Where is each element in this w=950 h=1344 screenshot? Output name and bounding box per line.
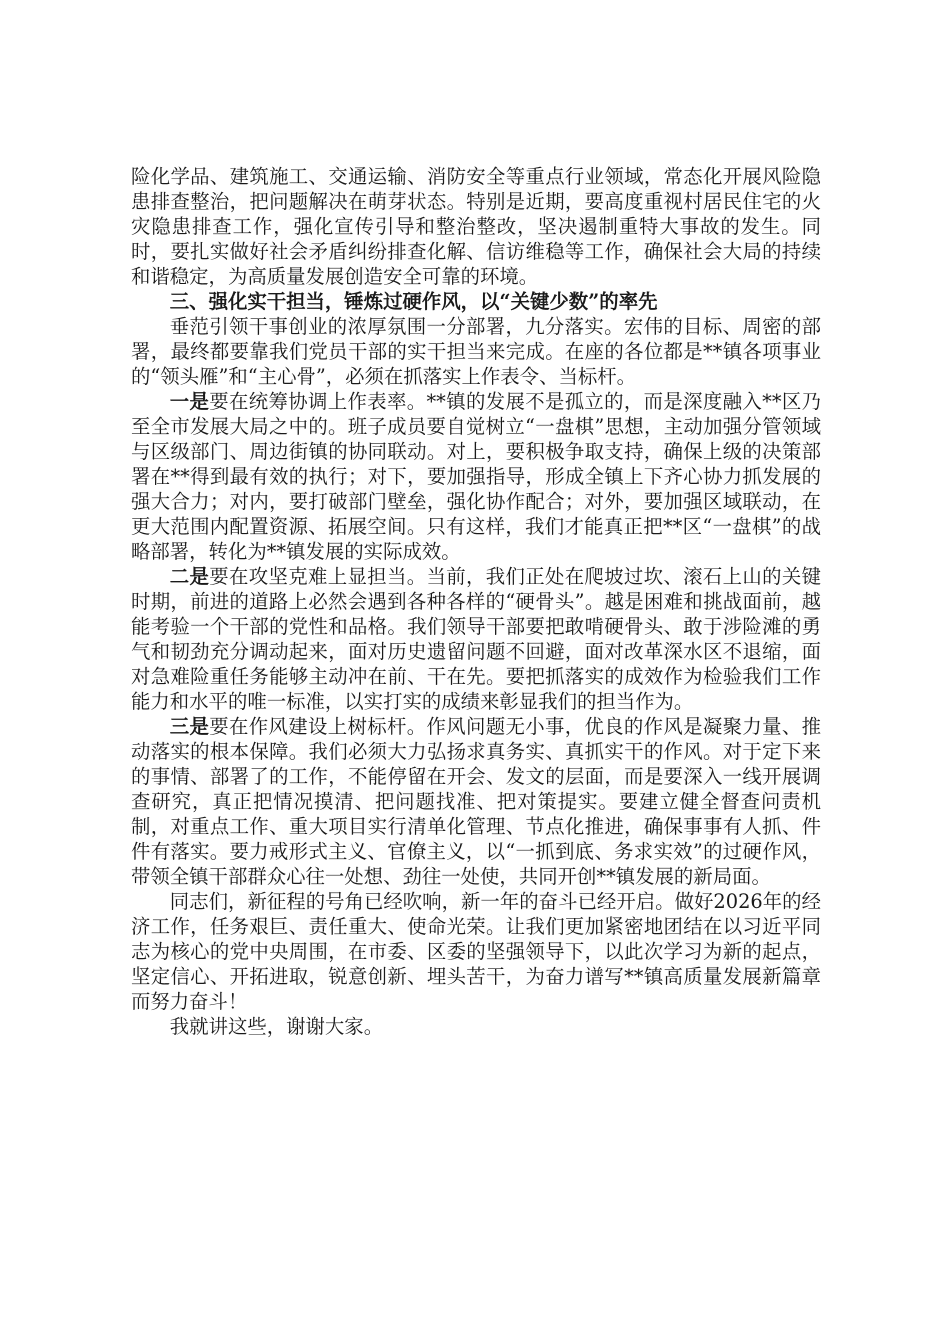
lead-label-two: 二是: [169, 565, 210, 588]
paragraph-safety-continuation: 险化学品、建筑施工、交通运输、消防安全等重点行业领域，常态化开展风险隐患排查整治，把问题解决在萌芽状态。特别是近期，要高度重视村居民住宅的火灾隐患排查工作，强化宣传引导和整治整改，坚决遏制重特大事故的发生。同时，要扎实做好社会矛盾纠纷排查化解、信访维稳等工作，确保社会大局的持续和谐稳定，为高质量发展创造安全可靠的环境。: [131, 165, 821, 288]
paragraph-closing-thanks: 我就讲这些，谢谢大家。: [169, 1015, 384, 1038]
lead-label-one: 一是: [169, 390, 210, 413]
paragraph-section-intro: 垂范引领干事创业的浓厚氛围一分部署，九分落实。宏伟的目标、周密的部署，最终都要靠我们党员干部的实干担当来完成。在座的各位都是**镇各项事业的“领头雁”和“主心骨”，必须在抓落实上作表令、当标杆。: [131, 315, 821, 388]
paragraph-point-two-text: 要在攻坚克难上显担当。当前，我们正处在爬坡过坎、滚石上山的关键时期，前进的道路上必然会遇到各种各样的“硬骨头”。越是困难和挑战面前，越能考验一个干部的党性和品格。我们领导干部要把敢啃硬骨头、敢于涉险滩的勇气和韧劲充分调动起来，面对历史遗留问题不回避，面对改革深水区不退缩，面对急难险重任务能够主动冲在前、干在先。要把抓落实的成效作为检验我们工作能力和水平的唯一标准，以实打实的成绩来彰显我们的担当作为。: [131, 565, 822, 713]
paragraph-point-three-text: 要在作风建设上树标杆。作风问题无小事，优良的作风是凝聚力量、推动落实的根本保障。我们必须大力弘扬求真务实、真抓实干的作风。对于定下来的事情、部署了的工作，不能停留在开会、发文的层面，而是要深入一线开展调查研究，真正把情况摸清、把问题找准、把对策提实。要建立健全督查问责机制，对重点工作、重大项目实行清单化管理、节点化推进，确保事事有人抓、件件有落实。要力戒形式主义、官僚主义，以“一抓到底、务求实效”的过硬作风，带领全镇干部群众心往一处想、劲往一处使，共同开创**镇发展的新局面。: [131, 715, 822, 888]
document-body: [131, 164, 821, 1039]
paragraph-point-three: [131, 714, 821, 889]
paragraph-closing-call: 同志们，新征程的号角已经吹响，新一年的奋斗已经开启。做好2026年的经济工作，任务艰巨、责任重大、使命光荣。让我们更加紧密地团结在以习近平同志为核心的党中央周围，在市委、区委的坚强领导下，以此次学习为新的起点，坚定信心、开拓进取，锐意创新、埋头苦干，为奋力谱写**镇高质量发展新篇章而努力奋斗！: [131, 890, 821, 1013]
paragraph-point-one-text: 要在统筹协调上作表率。**镇的发展不是孤立的，而是深度融入**区乃至全市发展大局之中的。班子成员要自觉树立“一盘棋”思想，主动加强分管领域与区级部门、周边街镇的协同联动。对上，要积极争取支持，确保上级的决策部署在**得到最有效的执行；对下，要加强指导，形成全镇上下齐心协力抓发展的强大合力；对内，要打破部门壁垒，强化协作配合；对外，要加强区域联动，在更大范围内配置资源、拓展空间。只有这样，我们才能真正把**区“一盘棋”的战略部署，转化为**镇发展的实际成效。: [131, 390, 822, 563]
section-heading-three: 三、强化实干担当，锤炼过硬作风，以“关键少数”的率先: [169, 290, 658, 313]
paragraph-point-one: [131, 389, 821, 564]
paragraph-point-two: [131, 564, 821, 714]
lead-label-three: 三是: [169, 715, 210, 738]
